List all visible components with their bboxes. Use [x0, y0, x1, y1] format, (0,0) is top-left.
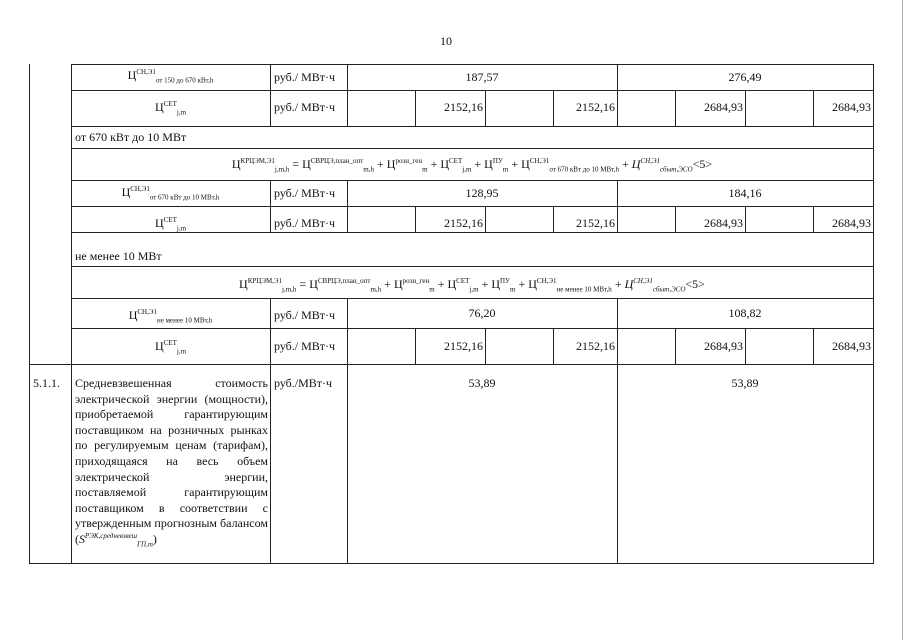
value-cell: 2684,93	[832, 100, 871, 114]
value-cell: 2152,16	[444, 216, 483, 230]
grid-line	[71, 64, 873, 65]
grid-line	[71, 180, 873, 181]
grid-line	[71, 206, 873, 207]
value-cell: 2152,16	[444, 100, 483, 114]
grid-line	[270, 64, 271, 126]
value-cell: 2684,93	[704, 339, 743, 353]
value-cell: 2152,16	[576, 216, 615, 230]
tariff-symbol: $Ц^{СН,Э1}_{не менее 10 МВт,h}$	[128, 308, 213, 325]
value-cell: 53,89	[468, 376, 496, 390]
formula: $Ц^{КРЦЭМ,Э1}_{j,m,h} = Ц^{СВРЦЭ,план\_опт}_{m,h} + Ц^{розн\_ген}_m + Ц^{СЕТ}_{j,m} + Ц^{ПУ}_m + Ц^{СН,Э1}_{от 670 кВт до 10 МВт,h} + Ц^{СН,Э1}_{сбыт,ЭСО}<5>$	[231, 157, 713, 174]
section-heading: не менее 10 МВт	[75, 249, 162, 263]
grid-line	[617, 298, 618, 564]
tariff-symbol: $Ц^{СН,Э1}_{от 150 до 670 кВт,h}$	[127, 68, 214, 85]
grid-line	[71, 266, 873, 267]
item-number: 5.1.1.	[33, 376, 60, 390]
grid-line	[71, 298, 873, 299]
value-cell: 187,57	[465, 70, 499, 84]
grid-line	[29, 563, 874, 564]
grid-line	[347, 298, 348, 564]
formula: $Ц^{КРЦЭМ,Э1}_{j,m,h} = Ц^{СВРЦЭ,план\_опт}_{m,h} + Ц^{розн\_ген}_m + Ц^{СЕТ}_{j,m} + Ц^{ПУ}_m + Ц^{СН,Э1}_{не менее 10 МВт,h} + Ц^{СН,Э1}_{сбыт,ЭСО}<5>$	[239, 277, 705, 294]
value-cell: 184,16	[728, 186, 762, 200]
value-cell: 108,82	[728, 306, 762, 320]
grid-line	[485, 328, 486, 364]
grid-line	[29, 364, 874, 365]
value-cell: 2684,93	[704, 100, 743, 114]
unit-label: руб./ МВт·ч	[274, 308, 336, 322]
value-cell: 128,95	[465, 186, 499, 200]
value-cell: 276,49	[728, 70, 762, 84]
unit-label: руб./ МВт·ч	[274, 339, 336, 353]
scan-edge	[902, 0, 903, 640]
value-cell: 2152,16	[576, 100, 615, 114]
unit-label: руб./ МВт·ч	[274, 186, 336, 200]
unit-label: руб./ МВт·ч	[274, 100, 336, 114]
page-number: 10	[440, 34, 452, 48]
grid-line	[270, 298, 271, 564]
value-cell: 76,20	[468, 306, 496, 320]
tariff-symbol: $Ц^{СН,Э1}_{от 670 кВт до 10 МВт,h}$	[121, 185, 220, 202]
grid-line	[71, 126, 873, 127]
grid-line	[485, 206, 486, 232]
value-cell: 2152,16	[576, 339, 615, 353]
tariff-symbol: $Ц^{СЕТ}_{j,m}$	[154, 100, 187, 117]
grid-line	[745, 206, 746, 232]
grid-line	[71, 90, 873, 91]
tariff-symbol: $Ц^{СЕТ}_{j,m}$	[154, 339, 187, 356]
grid-line	[745, 90, 746, 126]
grid-line	[29, 64, 30, 564]
grid-line	[485, 90, 486, 126]
grid-line	[71, 64, 72, 564]
unit-label: руб./ МВт·ч	[274, 216, 336, 230]
grid-line	[745, 328, 746, 364]
section-heading: от 670 кВт до 10 МВт	[75, 130, 187, 144]
unit-label: руб./МВт·ч	[274, 376, 333, 390]
value-cell: 2684,93	[832, 339, 871, 353]
tariff-symbol: $Ц^{СЕТ}_{j,m}$	[154, 216, 187, 233]
value-cell: 53,89	[731, 376, 759, 390]
value-cell: 2152,16	[444, 339, 483, 353]
grid-line	[71, 328, 873, 329]
unit-label: руб./ МВт·ч	[274, 70, 336, 84]
value-cell: 2684,93	[832, 216, 871, 230]
grid-line	[71, 148, 873, 149]
value-cell: 2684,93	[704, 216, 743, 230]
grid-line	[873, 64, 874, 564]
tariff-table	[29, 64, 874, 564]
grid-line	[71, 232, 873, 233]
item-description: Средневзвешенная стоимость электрической энергии (мощности), приобретаемой гарантирующим поставщиком на розничных рынках по регулируемым ценам (тарифам), приходящаяся на весь объем электрической энергии, поставляемой гарантирующим поставщиком в соответствии с утвержденным прогнозным балансом $(S^{РЭК,средневзвеш}_{ГП,m})$	[75, 376, 268, 549]
